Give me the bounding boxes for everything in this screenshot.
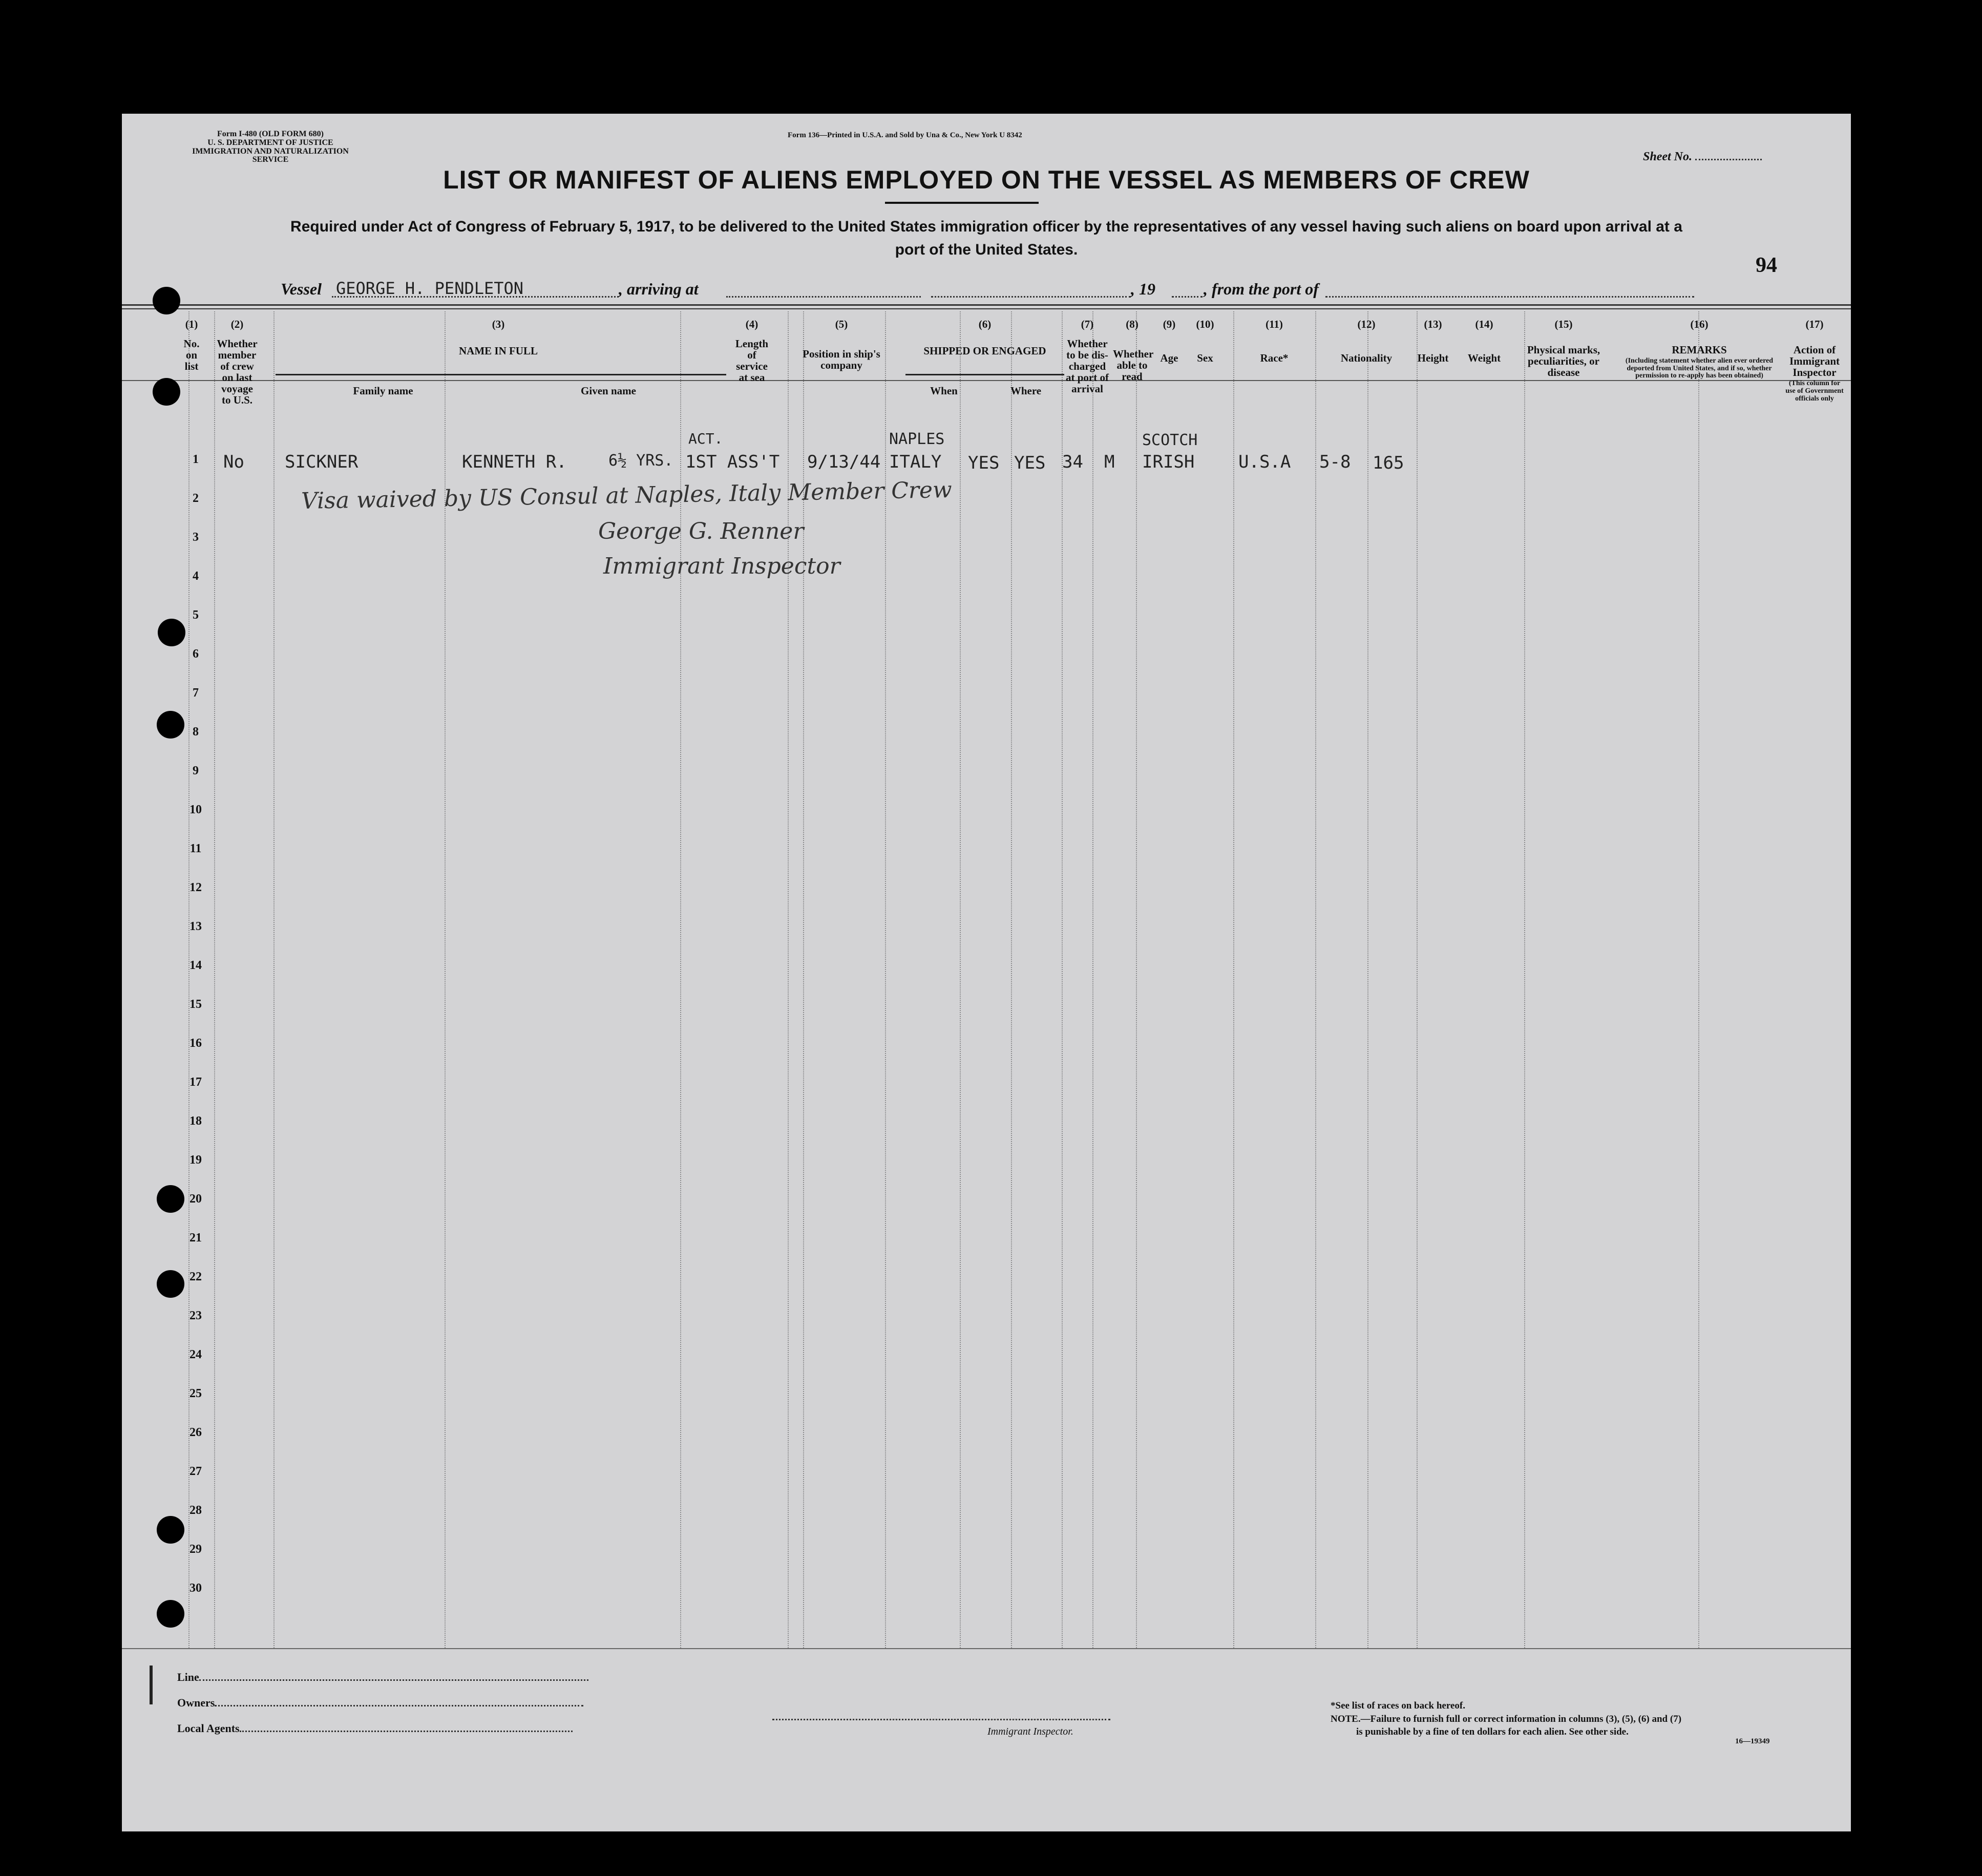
column-line [1417, 311, 1418, 1648]
row-number: 8 [193, 725, 199, 739]
vessel-name: GEORGE H. PENDLETON [336, 279, 524, 298]
column-line [960, 311, 961, 1648]
col-14-header: (14) Weight [1467, 318, 1501, 365]
entry-height: 5-8 [1319, 452, 1351, 472]
column-line [188, 311, 189, 1648]
col-8-header: (8) Whether able to read [1113, 318, 1154, 383]
row-number: 12 [189, 881, 202, 894]
punch-hole [157, 1600, 184, 1628]
form-code: 16—19349 [1735, 1737, 1770, 1745]
col-15-header: (15) Physical marks, peculiarities, or disease [1527, 318, 1600, 379]
row-number: 25 [189, 1387, 202, 1400]
col-2-header: (2) Whether member of crew on last voyage to U.S. [217, 318, 258, 407]
vessel-line [281, 277, 1807, 302]
nineteen-label: , 19 [1131, 280, 1155, 298]
row-number: 2 [193, 492, 199, 505]
column-line [1011, 311, 1012, 1648]
row-number: 1 [193, 453, 199, 466]
column-line [788, 311, 789, 1648]
printer-line: Form 136—Printed in U.S.A. and Sold by Una & Co., New York U 8342 [788, 131, 1022, 139]
entry-discharged: YES [968, 453, 1000, 473]
inspector-signature-line [772, 1719, 1110, 1720]
col-3-header: (3) NAME IN FULL [458, 318, 538, 357]
row-number: 24 [189, 1348, 202, 1361]
row-number: 5 [193, 608, 199, 622]
entry-race-top: SCOTCH [1142, 431, 1198, 449]
col-3-family-header: Family name [353, 385, 413, 397]
punch-hole [153, 378, 180, 406]
entry-where-city: NAPLES [889, 430, 945, 448]
col-6-subrule [905, 374, 1064, 375]
footer-owners-label: Owners [177, 1696, 215, 1709]
sheet-number [1643, 150, 1762, 164]
entry-nationality: U.S.A [1238, 452, 1291, 472]
entry-family-name: SICKNER [285, 452, 359, 472]
from-port-label: , from the port of [1204, 280, 1319, 298]
row-number: 7 [193, 686, 199, 700]
footer-line-field [177, 1671, 588, 1684]
row-number: 11 [189, 842, 202, 855]
column-line [1524, 311, 1525, 1648]
annotation-visa: Visa waived by US Consul at Naples, Italy Member Crew [301, 476, 953, 515]
col-3-given-header: Given name [581, 385, 636, 397]
manifest-sheet [122, 114, 1851, 1831]
punch-hole [157, 1185, 184, 1213]
col-17-header: (17) Action of Immigrant Inspector (This column for use of Government officials only [1785, 318, 1844, 403]
annotation-signature: George G. Renner [598, 518, 804, 544]
column-line [1698, 311, 1699, 1648]
entry-position: 1ST ASS'T [685, 452, 780, 472]
vessel-label: Vessel [281, 280, 322, 298]
subtitle-line-2: port of the United States. [895, 241, 1078, 258]
row-number: 3 [193, 531, 199, 544]
col-7-header: (7) Whether to be dis-charged at port of arrival [1066, 318, 1109, 395]
fine-note-1: NOTE.—Failure to furnish full or correct information in columns (3), (5), (6) and (7) [1331, 1713, 1682, 1724]
col-1-header: (1) No. on list [183, 318, 200, 373]
row-number: 18 [189, 1114, 202, 1128]
row-number: 26 [189, 1426, 202, 1439]
entry-weight: 165 [1373, 453, 1404, 473]
row-number: 23 [189, 1309, 202, 1322]
column-line [1233, 311, 1234, 1648]
sheet-label: Sheet No. [1643, 150, 1692, 163]
row-number: 28 [189, 1504, 202, 1517]
entry-when: 9/13/44 [807, 452, 881, 472]
row-number: 9 [193, 764, 199, 777]
col-4-header: (4) Length of service at sea [735, 318, 769, 384]
row-number: 27 [189, 1465, 202, 1478]
column-line [445, 311, 446, 1648]
page-title: LIST OR MANIFEST OF ALIENS EMPLOYED ON THE VESSEL AS MEMBERS OF CREW [443, 165, 1530, 194]
entry-able-read: YES [1014, 453, 1046, 473]
column-line [1092, 311, 1093, 1648]
punch-hole [157, 1516, 184, 1544]
row-number: 22 [189, 1270, 202, 1283]
row-number: 4 [193, 570, 199, 583]
entry-race: IRISH [1142, 452, 1195, 472]
row-number: 6 [193, 647, 199, 661]
col-13-header: (13) Height [1417, 318, 1449, 365]
footer-note [1331, 1699, 1681, 1739]
punch-hole [153, 287, 180, 314]
row-number: 30 [189, 1582, 202, 1595]
column-line [1315, 311, 1316, 1648]
column-line [1136, 311, 1137, 1648]
punch-hole [157, 1270, 184, 1298]
row-number: 14 [189, 959, 202, 972]
punch-hole [158, 619, 185, 646]
table-rule-bottom [122, 1648, 1851, 1649]
col-9-header: (9) Age [1160, 318, 1178, 365]
footer-mark [150, 1666, 153, 1704]
col-3-subrule [276, 374, 726, 375]
col-6-where-header: Where [1010, 385, 1042, 397]
column-line [1062, 311, 1063, 1648]
footer-agents-field [177, 1722, 573, 1735]
header-rule-top [122, 304, 1851, 306]
form-id: Form I-480 (OLD FORM 680) [217, 130, 324, 138]
col-6-when-header: When [930, 385, 958, 397]
page-number: 94 [1756, 254, 1777, 277]
entry-length-service: 6½ YRS. [608, 452, 673, 470]
inspector-label: Immigrant Inspector. [987, 1726, 1073, 1737]
footer-line-label: Line [177, 1671, 199, 1683]
row-number: 10 [189, 803, 202, 816]
entry-crew-last-voyage: No [223, 452, 244, 472]
annotation-title: Immigrant Inspector [603, 553, 840, 579]
row-number: 29 [189, 1543, 202, 1556]
entry-age: 34 [1062, 452, 1083, 472]
col-12-header: (12) Nationality [1340, 318, 1393, 365]
form-dept: U. S. DEPARTMENT OF JUSTICE [207, 138, 333, 147]
column-line [1367, 311, 1368, 1648]
col-10-header: (10) Sex [1196, 318, 1214, 365]
column-line [885, 311, 886, 1648]
fine-note-2: is punishable by a fine of ten dollars for each alien. See other side. [1356, 1726, 1629, 1738]
column-line [680, 311, 681, 1648]
row-number: 15 [189, 998, 202, 1011]
header-rule-bottom [122, 380, 1851, 381]
row-number: 20 [189, 1192, 202, 1206]
page-subtitle [153, 215, 1820, 261]
punch-hole [157, 711, 184, 739]
form-service: IMMIGRATION AND NATURALIZATION SERVICE [192, 146, 349, 164]
entry-where: ITALY [889, 452, 942, 472]
subtitle-line-1: Required under Act of Congress of February 5, 1917, to be delivered to the United States immigration officer by the representatives of any vessel having such aliens on board upon arrival at a [290, 218, 1682, 235]
footer-agents-label: Local Agents [177, 1722, 240, 1735]
row-number: 21 [189, 1231, 202, 1245]
entry-position-prefix: ACT. [688, 430, 723, 447]
footer-owners-field [177, 1696, 583, 1710]
row-number: 17 [189, 1076, 202, 1089]
form-id-block [178, 130, 363, 164]
column-line [214, 311, 215, 1648]
entry-sex: M [1104, 452, 1115, 472]
entry-given-name: KENNETH R. [462, 452, 567, 472]
column-line [273, 311, 275, 1648]
col-11-header: (11) Race* [1260, 318, 1289, 365]
col-16-header: (16) REMARKS (Including statement whether alien ever ordered deported from United States, and if so, whether permission to re-apply has been obtained) [1625, 318, 1774, 380]
row-number: 19 [189, 1153, 202, 1167]
arriving-label: , arriving at [619, 280, 699, 298]
header-rule-second [122, 308, 1851, 309]
races-note: *See list of races on back hereof. [1331, 1700, 1465, 1711]
row-number: 13 [189, 920, 202, 933]
row-number: 16 [189, 1037, 202, 1050]
col-6-header: (6) SHIPPED OR ENGAGED [923, 318, 1046, 357]
col-5-header: (5) Position in ship's company [803, 318, 880, 372]
column-line [803, 311, 804, 1648]
title-rule [885, 202, 1039, 204]
